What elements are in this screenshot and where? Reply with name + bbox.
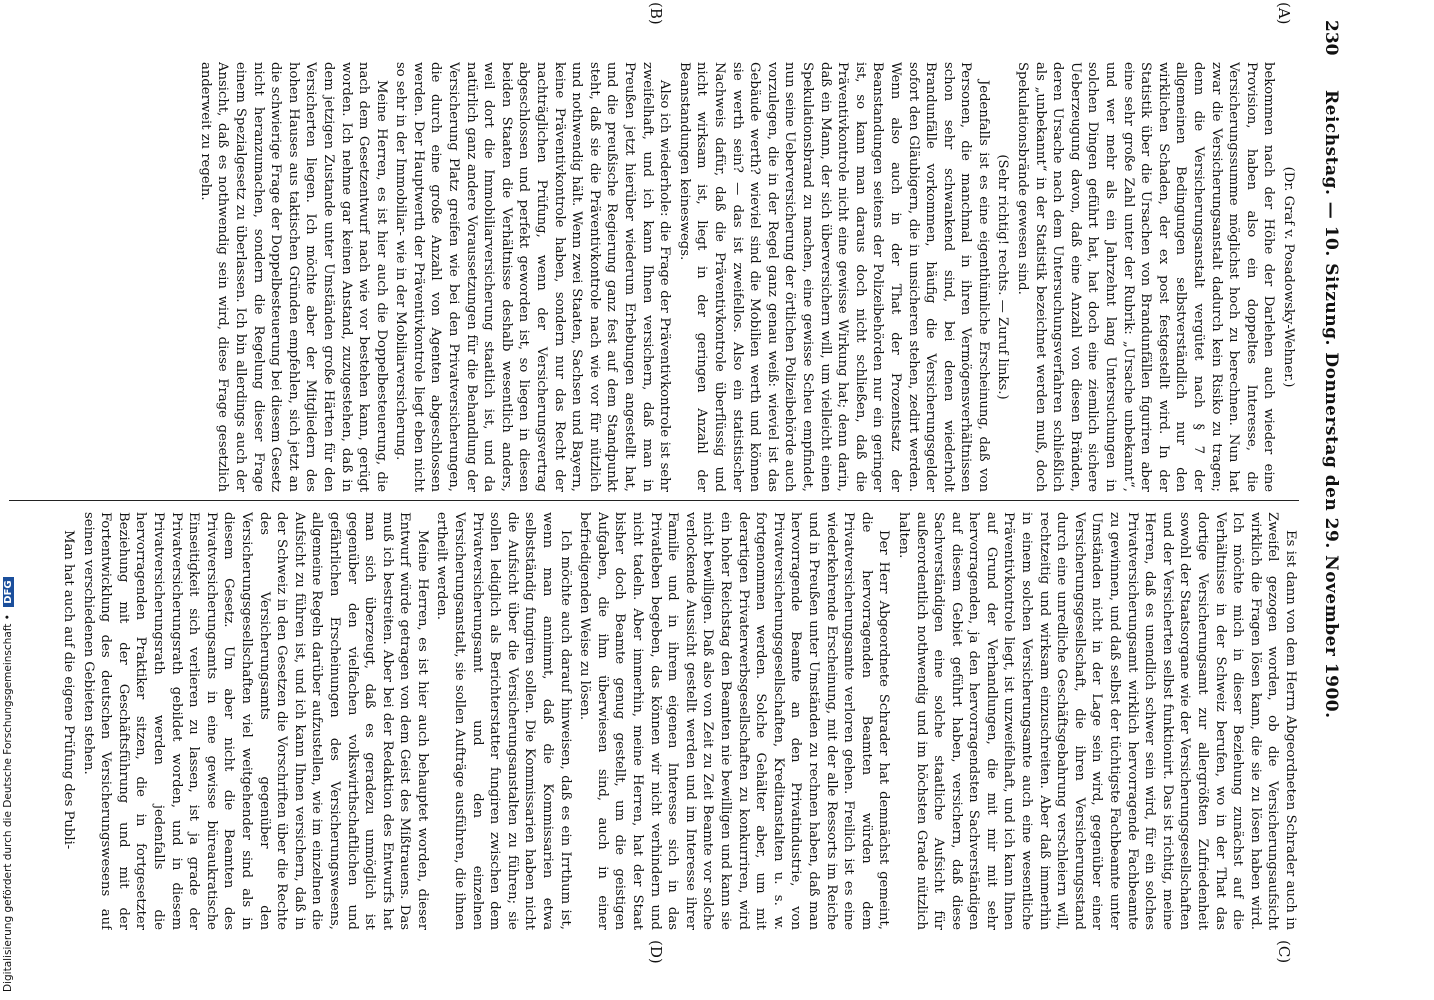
margin-marker-d: (D) [647,940,665,964]
page-header [1307,20,1347,980]
paragraph: Man hat auch auf die eigene Prüfung des Publi- [61,530,77,850]
digitization-footer [2,0,16,1000]
running-title: Reichstag. — 10. Sitzung. Donnerstag den 29. November 1900. [1321,90,1341,719]
dfg-logo: DFG [3,577,14,606]
paragraph: Der Herr Abgeordnete Schrader hat demnächst gemeint, die hervorragenden Beamten würden dem Privatversicherungsamte verloren gehen. Freilich ist es eine wiederkehrende Erscheinung, mit der alle Ressorts im Reiche und in Preußen unter Umständen zu rechnen haben, daß man hervorragende Beamte an den Privatindustrie, von Privatversicherungsgesellschaften, Kreditanstalten u. s. w. fortgenommen werden. Solche Gehälter aber, um mit derartigen Privaterwerbsgesellschaften zu konkurriren, wird ein hoher Reichstag den Beamten nie bewilligen und kann sie nicht bewilligen. Daß also von Zeit zu Zeit Beamte vor solche verlockende Aussicht gestellt werden und im Interesse ihrer Familie und in ihrem eigenen Interesse sich in das Privatleben begeben, das können wir nicht verhindern und nicht tadeln. Aber immerhin, meine Herren, hat der Staat bisher doch Beamte genug gestellt, um die geistigen Aufgaben, die ihm überwiesen sind, auch in einer befriedigenden Weise zu lösen. [577,512,892,930]
column-divider [9,500,1299,501]
speaker-name: (Dr. Graf v. Posadowsky-Wehner.) [1281,166,1296,388]
left-column [9,62,1299,492]
paragraph: Es ist dann von dem Herrn Abgeordneten Schrader auch in Zweifel gezogen worden, ob die Versicherungsaufsicht wirklich die Fragen lösen kann, die sie zu lösen haben wird. Ich möchte mich in dieser Beziehung zunächst auf die Verhältnisse in der Schweiz berufen, wo in der That das dortige Versicherungsamt zur allergrößten Zufriedenheit sowohl der Staatsorgane wie der Versicherungsgesellschaften und der Versicherten selbst funktionirt. Das ist richtig, meine Herren, daß es unendlich schwer sein wird, für ein solches Privatversicherungsamt wirklich hervorragende Fachbeamte zu gewinnen, und daß selbst der tüchtigste Fachbeamte unter Umständen nicht in der Lage sein wird, gegenüber einer Versicherungsgesellschaft, die ihren Versicherungsstand durch eine unredliche Geschäftsgebahrung verschleiern will, rechtzeitig und wirksam einzuschreiten. Aber daß immerhin in einem solchen Versicherungsamte auch eine wesentliche Präventivkontrole liegt, ist unzweifelhaft, und ich kann Ihnen auf Grund der Verhandlungen, die mit mir mit sehr hervorragenden, ja den hervorragendsten Sachverständigen auf diesem Gebiet geführt haben, versichern, daß diese Sachverständigen eine solche staatliche Aufsicht für außerordentlich nothwendig und im höchsten Grade nützlich halten. [895,512,1298,930]
paragraph: Jedenfalls ist es eine eigenthümliche Erscheinung, daß von Personen, die manchmal in ihren Vermögensverhältnissen schon sehr schwankend sind, bei denen wiederholt Brandunfälle vorkommen, häufig die Versicherungsgelder sofort den Gläubigern, die in unsicheren stehen, zedirt werden. Wenn also auch in der That der Prozentsatz der Beanstandungen seitens der Polizeibehörden nur ein geringer ist, so kann man daraus doch nicht schließen, daß die Präventivkontrole nicht eine gewisse Wirkung hat; denn darin, daß ein Mann, der sich überversichern will, um vielleicht einen Spekulationsbrand zu machen, eine gewisse Scheu empfindet, nun seine Ueberversicherung der örtlichen Polizeibehörde auch vorzulegen, die in der Regel ganz genau weiß: wieviel ist das Gebäude werth? wieviel sind die Mobilien werth und können sie werth sein? — das ist zweifellos. Also ein statistischer Nachweis dafür, daß die Präventivkontrole überflüssig und nicht wirksam ist, liegt in der geringen Anzahl der Beanstandungen keineswegs. [676,62,991,492]
paragraph: Ich möchte auch darauf hinweisen, daß es ein Irrthum ist, wenn man annimmt, daß die Kommissarien etwa selbstständig fungiren sollen. Die Kommissarien haben nicht die Aufsicht über die Versicherungsanstalten zu führen; sie sollen lediglich als Berichterstatter fungiren zwischen dem Privatversicherungsamt und den einzelnen Versicherungsanstalt, sie sollen Aufträge ausführen, die ihnen ertheilt werden. [434,512,573,930]
paragraph: bekommen nach der Höhe der Darlehen auch wieder eine Provision, haben also ein doppeltes Interesse, die Versicherungssumme möglichst hoch zu berechnen. Nun hat zwar die Versicherungsanstalt dadurch kein Risiko zu tragen; denn die Versicherungsanstalt vergütet nach § 7 der allgemeinen Bedingungen selbstverständlich nur den wirklichen Schaden, der ex post festgestellt wird. In der Statistik über die Ursachen von Brandunfällen figuriren aber eine sehr große Zahl unter der Rubrik: „Ursache unbekannt“, und wer mehr als ein Jahrzehnt lang Untersuchungen in solchen Dingen geführt hat, hat doch eine ziemlich sichere Ueberzeugung davon, daß eine Anzahl von diesen Bränden, deren Ursache nach dem Untersuchungsverfahren schließlich als „unbekannt“ in der Statistik bezeichnet werden muß, doch Spekulationsbrände gewesen sind. [1015,62,1277,492]
right-column [9,512,1299,930]
paragraph: Also ich wiederhole: die Frage der Präventivkontrole ist sehr zweifelhaft, und ich kann Ihnen versichern, daß man in Preußen jetzt hierüber wiederum Erhebungen angestellt hat, und die preußische Regierung ganz fest auf dem Standpunkt steht, daß sie die Präventivkontrole nach wie vor für nützlich und nothwendig hält. Wenn zwei Staaten, Sachsen und Bayern, keine Präventivkontrole haben, sondern nur das Recht der nachträglichen Prüfung, wenn der Versicherungsvertrag abgeschlossen und perfekt geworden ist, so liegen in diesen beiden Staaten die Verhältnisse deshalb wesentlich anders, weil dort die Immobiliarversicherung staatlich ist, und da natürlich ganz andere Voraussetzungen für die Behandlung der Versicherung Platz greifen wie bei den Privatversicherungen, die durch eine große Anzahl von Agenten abgeschlossen werden. Der Hauptwerth der Präventivkontrole liegt eben nicht so sehr in der Immobiliar- wie in der Mobiliarversicherung. [393,62,673,492]
margin-marker-a: (A) [1275,2,1293,25]
digitization-credit: Digitalisierung gefördert durch die Deutsche Forschungsgemeinschaft • [2,614,14,992]
interjection: (Sehr richtig! rechts. — Zuruf links.) [995,154,1011,400]
paragraph: Meine Herren, es ist hier auch die Doppelbesteuerung, die nach dem Gesetzentwurf nach wie vor bestehen kann, gerügt worden. Ich nehme gar keinen Anstand, zuzugestehen, daß in dem jetzigen Zustande unter Umständen große Härten für den Versicherten liegen. Ich möchte aber der Mitgliedern des hohen Hauses aus taktischen Gründen empfehlen, sich jetzt an die schwierige Frage der Doppelbesteuerung bei diesem Gesetz nicht heranzumachen, sondern die Regelung dieser Frage einem Spezialgesetz zu überlassen. Ich bin allerdings auch der Ansicht, daß es nothwendig sein wird, diese Frage gesetzlich anderweit zu regeln. [197,62,389,492]
page-number: 230 [1321,20,1341,56]
margin-marker-c: (C) [1275,940,1293,964]
margin-marker-b: (B) [647,2,665,25]
paragraph: Meine Herren, es ist hier auch behauptet worden, dieser Entwurf würde getragen von dem Geist des Mißtrauens. Das muß ich bestreiten. Aber bei der Redaktion des Entwurfs hat man sich überzeugt, daß es geradezu unmöglich ist gegenüber den vielfachen volkswirthschaftlichen und gefährlichen Erscheinungen des Versicherungswesens, allgemeine Regeln darüber aufzustellen, wie im einzelnen die Aufsicht zu führen ist, und ich kann Ihnen versichern, daß in der Schweiz in den Gesetzen die Vorschriften über die Rechte des Versicherungsamts gegenüber den Versicherungsgesellschaften viel weitgehender sind als in diesem Gesetz. Um aber nicht die Beamten des Privatversicherungsamts in eine gewisse büreaukratische Einseitigkeit sich verlieren zu lassen, ist ja grade der Privatversicherungsrath gebildet worden, und in diesem Privatversicherungsrath werden jedenfalls die hervorragenden Praktiker sitzen, die in fortgesetzter Beziehung mit der Geschäftsführung und mit der Fortentwicklung des deutschen Versicherungswesens auf seinen verschiedenen Gebieten stehen. [80,512,430,930]
